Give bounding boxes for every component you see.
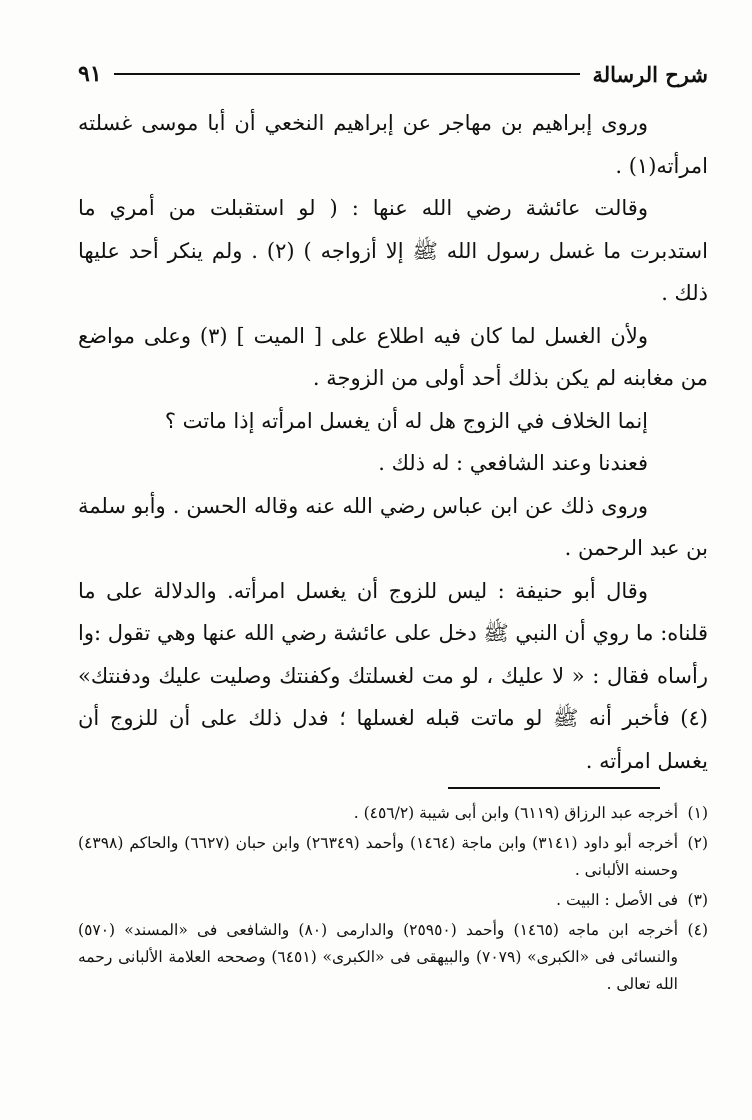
paragraph-3: ولأن الغسل لما كان فيه اطلاع على [ الميت ] (٣) وعلى مواضع من مغابنه لم يكن بذلك أحد أولى من الزوجة . (78, 323, 708, 390)
footnote-text: فى الأصل : البيت . (556, 891, 678, 909)
paragraph-4: إنما الخلاف في الزوج هل له أن يغسل امرأته إذا ماتت ؟ (164, 408, 648, 433)
footnote-text: أخرجه عبد الرزاق (٦١١٩) وابن أبى شيبة (٤٥٦/٢) . (353, 804, 678, 822)
page-header (78, 56, 708, 92)
footnote-number: (١) (687, 804, 708, 822)
footnote-separator (448, 787, 660, 789)
footnote-2 (78, 830, 708, 884)
footnote-3 (78, 887, 708, 914)
page-number: ٩١ (78, 61, 102, 87)
footnote-number: (٢) (687, 834, 708, 852)
paragraph-7: وقال أبو حنيفة : ليس للزوج أن يغسل امرأته. والدلالة على ما قلناه: ما روي أن النبي ﷺ دخل على عائشة رضي الله عنها وهي تقول :وا رأساه فقال : « لا عليك ، لو مت لغسلتك وكفنتك وصليت عليك ودفنتك» (٤) فأخبر أنه ﷺ لو ماتت قبله لغسلها ؛ فدل ذلك على أن للزوج أن يغسل امرأته . (78, 578, 708, 773)
paragraph-2: وقالت عائشة رضي الله عنها : ( لو استقبلت من أمري ما استدبرت ما غسل رسول الله ﷺ إلا أزواجه ) (٢) . ولم ينكر أحد عليها ذلك . (78, 196, 708, 305)
header-rule (114, 73, 581, 75)
footnote-number: (٤) (687, 921, 708, 939)
footnotes (78, 800, 708, 1001)
main-text (78, 102, 708, 782)
paragraph-5: فعندنا وعند الشافعي : له ذلك . (378, 451, 648, 475)
footnote-text: أخرجه ابن ماجه (١٤٦٥) وأحمد (٢٥٩٥٠) والدارمى (٨٠) والشافعى فى «المسند» (٥٧٠) والنسائى فى «الكبرى» (٧٠٧٩) والبيهقى فى «الكبرى» (٦٤٥١) وصححه العلامة الألبانى رحمه الله تعالى . (78, 921, 678, 993)
paragraph-6: وروى ذلك عن ابن عباس رضي الله عنه وقاله الحسن . وأبو سلمة بن عبد الرحمن . (78, 493, 708, 560)
footnote-1 (78, 800, 708, 827)
footnote-4 (78, 917, 708, 998)
paragraph-1: وروى إبراهيم بن مهاجر عن إبراهيم النخعي أن أبا موسى غسلته امرأته(١) . (78, 111, 708, 178)
running-title: شرح الرسالة (592, 61, 708, 87)
footnote-text: أخرجه أبو داود (٣١٤١) وابن ماجة (١٤٦٤) وأحمد (٢٦٣٤٩) وابن حبان (٦٦٢٧) والحاكم (٤٣٩٨) وحسنه الألبانى . (78, 834, 678, 879)
footnote-number: (٣) (687, 891, 708, 909)
